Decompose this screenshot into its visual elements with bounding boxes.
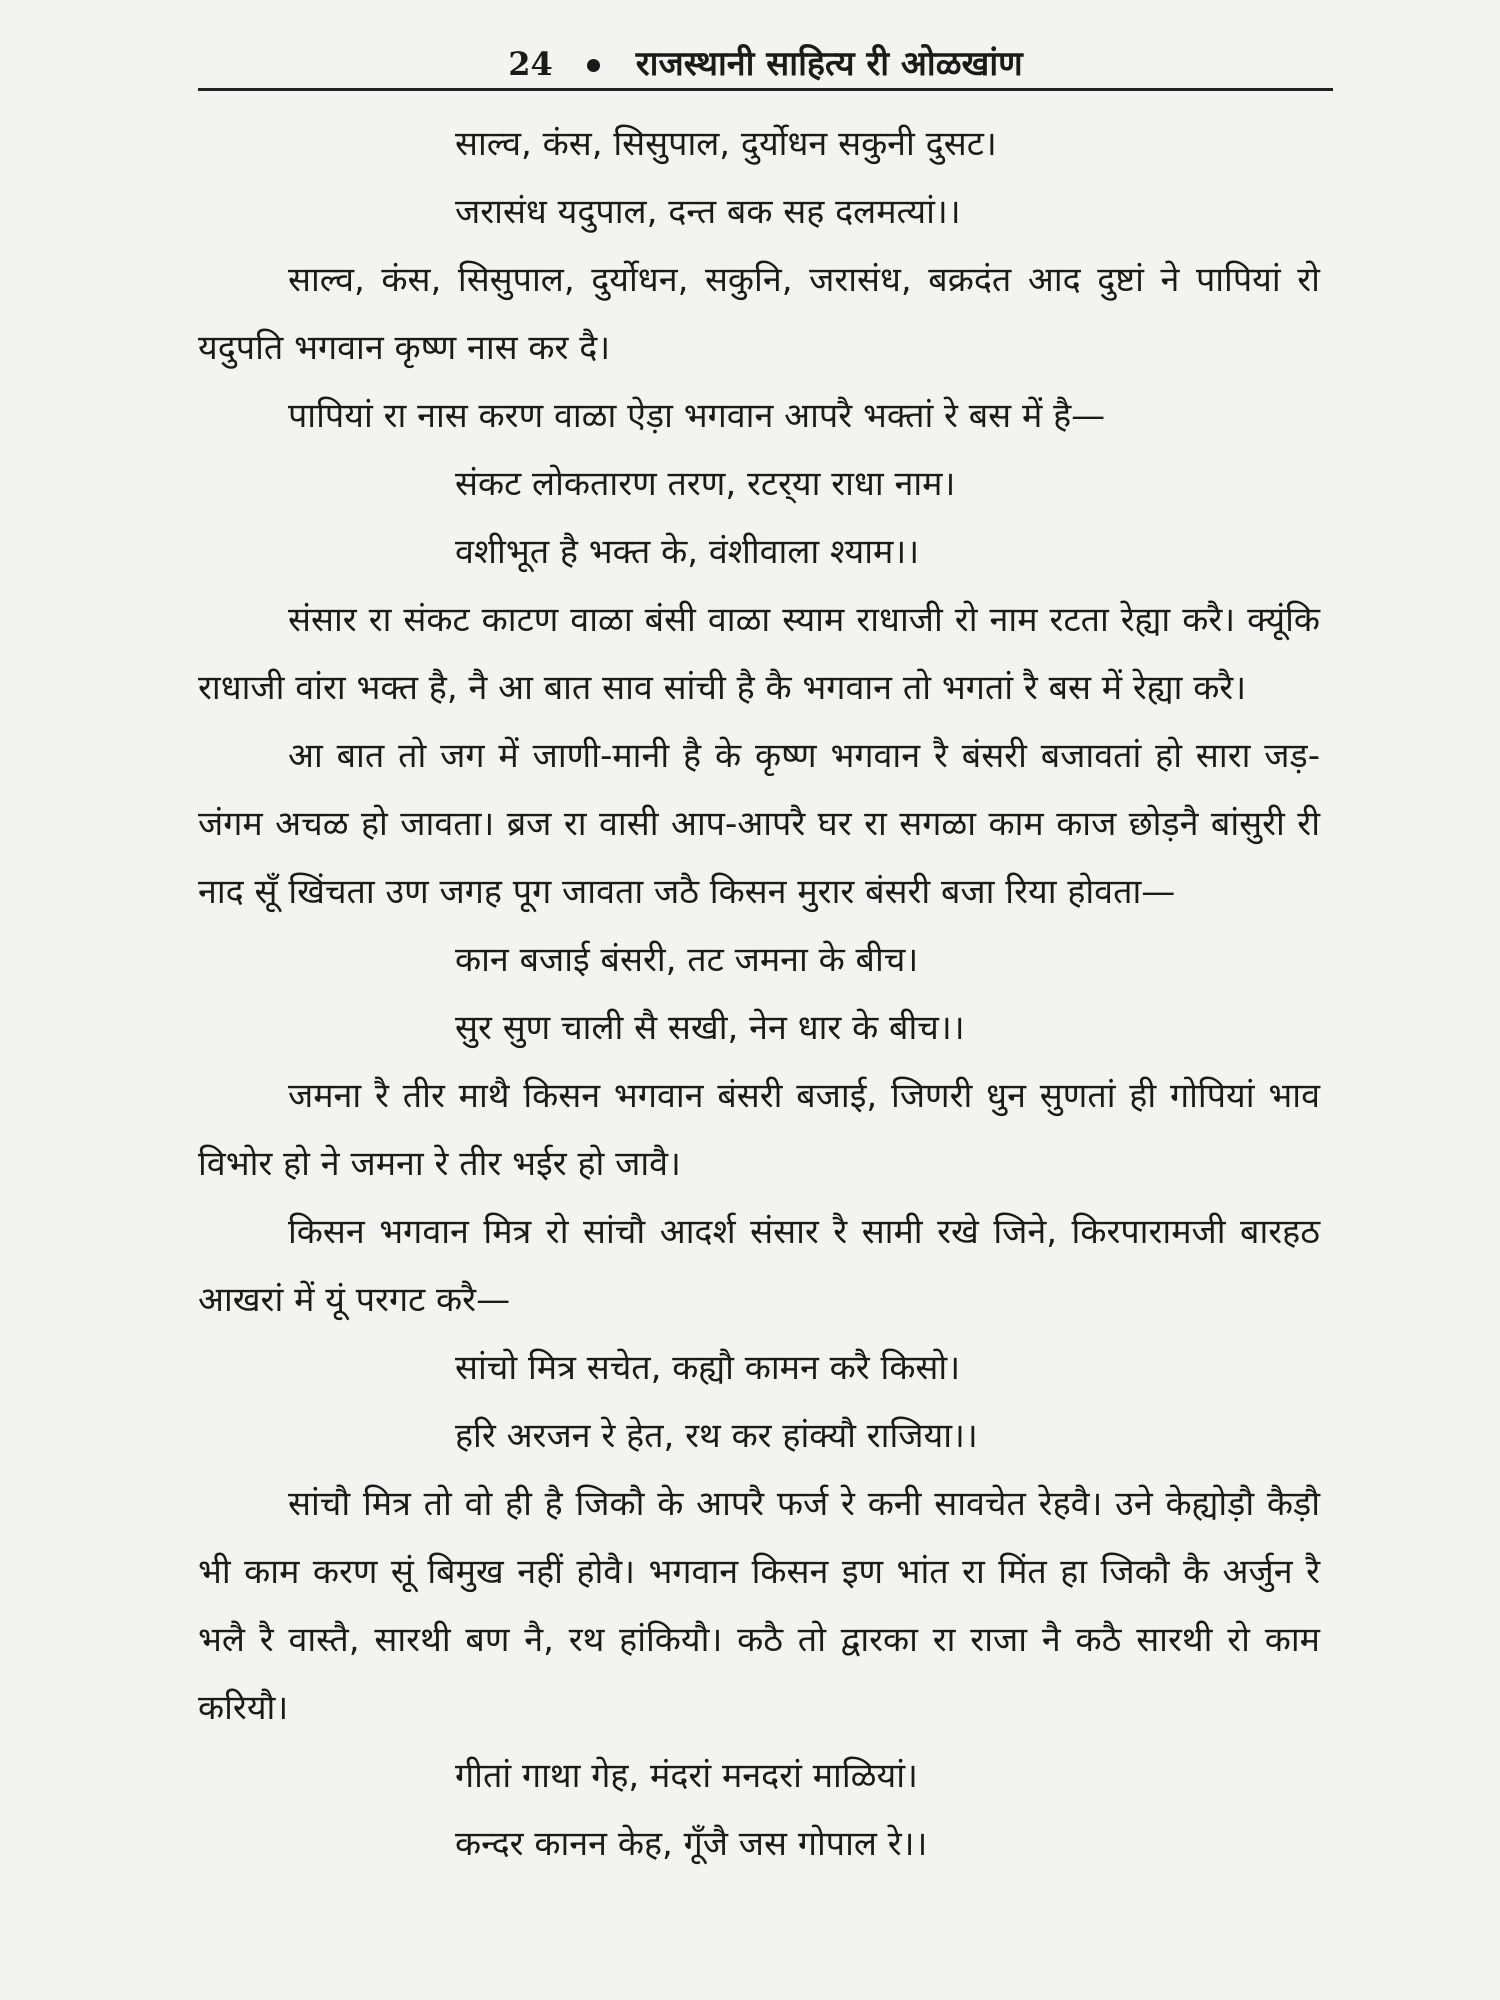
running-title: राजस्थानी साहित्य री ओळखांण <box>635 44 1023 84</box>
paragraph: पापियां रा नास करण वाळा ऐड़ा भगवान आपरै भक्तां रे बस में है— <box>288 396 1106 436</box>
header-rule <box>198 88 1333 91</box>
verse-line: गीतां गाथा गेह, मंदरां मनदरां माळियां। <box>455 1756 918 1796</box>
bullet-separator <box>587 59 600 72</box>
verse-line: संकट लोकतारण तरण, रटर्‌या राधा नाम। <box>455 464 956 504</box>
verse-line: हरि अरजन रे हेत, रथ कर हांक्यौ राजिया।। <box>455 1416 978 1456</box>
page-header <box>198 38 1333 90</box>
verse-line: सुर सुण चाली सै सखी, नेन धार के बीच।। <box>455 1008 965 1048</box>
paragraph: आ बात तो जग में जाणी-मानी है के कृष्ण भगवान रै बंसरी बजावतां हो सारा जड़-जंगम अचळ हो जावता। ब्रज रा वासी आप-आपरै घर रा सगळा काम काज छोड़नै बांसुरी री नाद सूँ खिंचता उण जगह पूग जावता जठै किसन मुरार बंसरी बजा रिया होवता— <box>198 736 1320 912</box>
verse-line: सांचो मित्र सचेत, कह्यौ कामन करै किसो। <box>455 1348 961 1388</box>
page-number: 24 <box>508 45 553 83</box>
verse-line: कान बजाई बंसरी, तट जमना के बीच। <box>455 940 919 980</box>
page-body <box>198 110 1320 1878</box>
verse-line: जरासंध यदुपाल, दन्त बक सह दलमत्यां।। <box>455 192 961 232</box>
paragraph: सांचौ मित्र तो वो ही है जिकौ के आपरै फर्ज रे कनी सावचेत रेहवै। उने केह्योड़ौ कैड़ौ भी काम करण सूं बिमुख नहीं होवै। भगवान किसन इण भांत रा मिंत हा जिकौ कै अर्जुन रै भलै रै वास्तै, सारथी बण नै, रथ हांकियौ। कठै तो द्वारका रा राजा नै कठै सारथी रो काम करियौ। <box>198 1484 1320 1728</box>
paragraph: संसार रा संकट काटण वाळा बंसी वाळा स्याम राधाजी रो नाम रटता रेह्या करै। क्यूंकि राधाजी वांरा भक्त है, नै आ बात साव सांची है कै भगवान तो भगतां रै बस में रेह्या करै। <box>198 600 1320 708</box>
verse-line: कन्दर कानन केह, गूँजै जस गोपाल रे।। <box>455 1824 928 1864</box>
verse-line: वशीभूत है भक्त के, वंशीवाला श्याम।। <box>455 532 920 572</box>
paragraph: किसन भगवान मित्र रो सांचौ आदर्श संसार रै सामी रखे जिने, किरपारामजी बारहठ आखरां में यूं परगट करै— <box>198 1212 1320 1320</box>
paragraph: साल्व, कंस, सिसुपाल, दुर्योधन, सकुनि, जरासंध, बक्रदंत आद दुष्टां ने पापियां रो यदुपति भगवान कृष्ण नास कर दै। <box>198 260 1320 368</box>
verse-line: साल्व, कंस, सिसुपाल, दुर्योधन सकुनी दुसट। <box>455 124 997 164</box>
paragraph: जमना रै तीर माथै किसन भगवान बंसरी बजाई, जिणरी धुन सुणतां ही गोपियां भाव विभोर हो ने जमना रे तीर भईर हो जावै। <box>198 1076 1320 1184</box>
